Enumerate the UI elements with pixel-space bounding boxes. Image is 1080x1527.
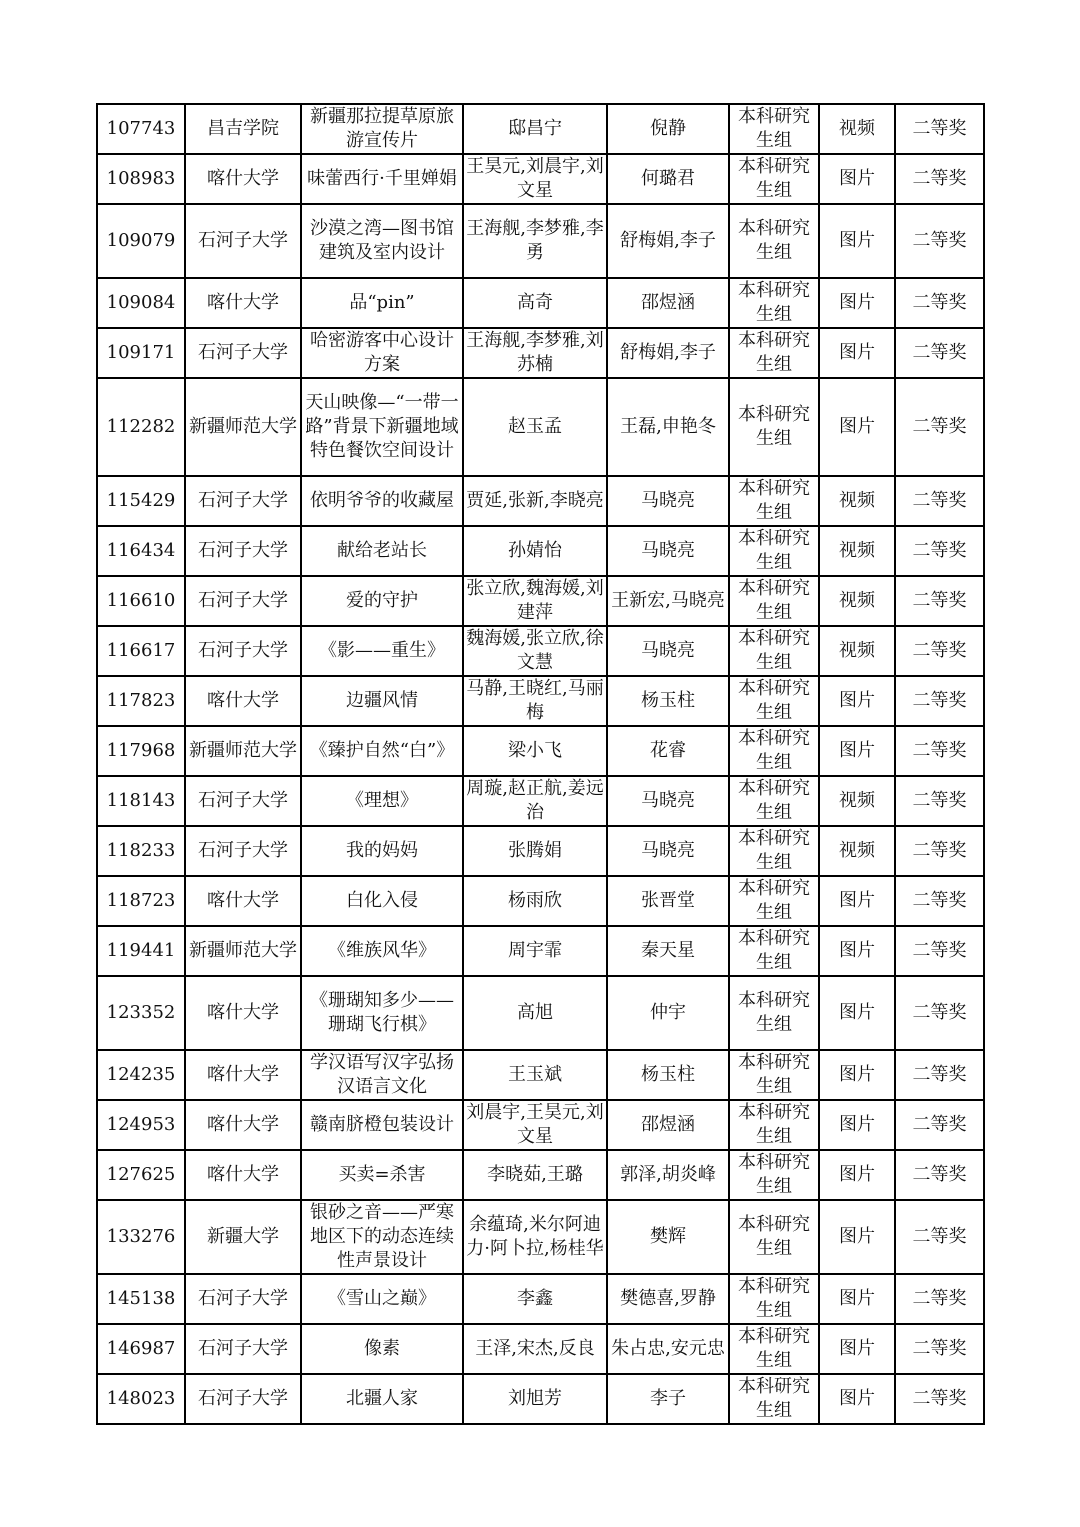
authors-cell: 高奇: [463, 278, 607, 328]
authors-cell: 王昊元,刘晨宇,刘文星: [463, 154, 607, 204]
award-cell: 二等奖: [895, 826, 984, 876]
table-row: [97, 476, 984, 526]
table-row: [97, 1374, 984, 1424]
category-cell: 图片: [819, 1050, 895, 1100]
work-title-cell: 爱的守护: [301, 576, 463, 626]
school-cell: 石河子大学: [185, 476, 301, 526]
table-row: [97, 1324, 984, 1374]
school-cell: 新疆大学: [185, 1200, 301, 1274]
advisors-cell: 李子: [607, 1374, 729, 1424]
table-row: [97, 1274, 984, 1324]
entry-id-cell: 108983: [97, 154, 185, 204]
school-cell: 新疆师范大学: [185, 726, 301, 776]
entry-id-cell: 118143: [97, 776, 185, 826]
category-cell: 视频: [819, 776, 895, 826]
advisors-cell: 王新宏,马晓亮: [607, 576, 729, 626]
award-cell: 二等奖: [895, 876, 984, 926]
table-row: [97, 876, 984, 926]
table-row: [97, 776, 984, 826]
category-cell: 图片: [819, 1274, 895, 1324]
table-row: [97, 154, 984, 204]
authors-cell: 刘旭芳: [463, 1374, 607, 1424]
award-cell: 二等奖: [895, 204, 984, 278]
authors-cell: 孙婧怡: [463, 526, 607, 576]
group-cell: 本科研究生组: [729, 278, 819, 328]
school-cell: 喀什大学: [185, 676, 301, 726]
advisors-cell: 马晓亮: [607, 626, 729, 676]
category-cell: 图片: [819, 1100, 895, 1150]
authors-cell: 周宇霏: [463, 926, 607, 976]
entry-id-cell: 124235: [97, 1050, 185, 1100]
group-cell: 本科研究生组: [729, 576, 819, 626]
group-cell: 本科研究生组: [729, 1200, 819, 1274]
advisors-cell: 仲宇: [607, 976, 729, 1050]
school-cell: 喀什大学: [185, 154, 301, 204]
group-cell: 本科研究生组: [729, 154, 819, 204]
group-cell: 本科研究生组: [729, 204, 819, 278]
entry-id-cell: 145138: [97, 1274, 185, 1324]
award-cell: 二等奖: [895, 1200, 984, 1274]
entry-id-cell: 123352: [97, 976, 185, 1050]
category-cell: 视频: [819, 104, 895, 154]
award-cell: 二等奖: [895, 976, 984, 1050]
advisors-cell: 舒梅娟,李子: [607, 328, 729, 378]
advisors-cell: 杨玉柱: [607, 1050, 729, 1100]
entry-id-cell: 109171: [97, 328, 185, 378]
work-title-cell: 哈密游客中心设计方案: [301, 328, 463, 378]
award-cell: 二等奖: [895, 776, 984, 826]
category-cell: 图片: [819, 1324, 895, 1374]
table-row: [97, 104, 984, 154]
group-cell: 本科研究生组: [729, 1324, 819, 1374]
work-title-cell: 北疆人家: [301, 1374, 463, 1424]
advisors-cell: 何璐君: [607, 154, 729, 204]
advisors-cell: 倪静: [607, 104, 729, 154]
category-cell: 图片: [819, 1374, 895, 1424]
award-cell: 二等奖: [895, 476, 984, 526]
advisors-cell: 朱占忠,安元忠: [607, 1324, 729, 1374]
work-title-cell: 白化入侵: [301, 876, 463, 926]
group-cell: 本科研究生组: [729, 1274, 819, 1324]
work-title-cell: 献给老站长: [301, 526, 463, 576]
authors-cell: 王海舰,李梦雅,刘苏楠: [463, 328, 607, 378]
table-row: [97, 976, 984, 1050]
entry-id-cell: 109084: [97, 278, 185, 328]
work-title-cell: 味蕾西行·千里婵娟: [301, 154, 463, 204]
table-row: [97, 328, 984, 378]
authors-cell: 魏海媛,张立欣,徐文慧: [463, 626, 607, 676]
school-cell: 石河子大学: [185, 1274, 301, 1324]
award-cell: 二等奖: [895, 1150, 984, 1200]
authors-cell: 余蕴琦,米尔阿迪力·阿卜拉,杨桂华: [463, 1200, 607, 1274]
authors-cell: 王玉斌: [463, 1050, 607, 1100]
authors-cell: 赵玉孟: [463, 378, 607, 476]
category-cell: 视频: [819, 526, 895, 576]
award-cell: 二等奖: [895, 278, 984, 328]
award-cell: 二等奖: [895, 526, 984, 576]
group-cell: 本科研究生组: [729, 876, 819, 926]
award-cell: 二等奖: [895, 328, 984, 378]
advisors-cell: 王磊,申艳冬: [607, 378, 729, 476]
work-title-cell: 《臻护自然“白”》: [301, 726, 463, 776]
award-cell: 二等奖: [895, 676, 984, 726]
table-row: [97, 1150, 984, 1200]
table-row: [97, 1100, 984, 1150]
group-cell: 本科研究生组: [729, 776, 819, 826]
authors-cell: 王泽,宋杰,反良: [463, 1324, 607, 1374]
category-cell: 图片: [819, 378, 895, 476]
entry-id-cell: 117968: [97, 726, 185, 776]
award-cell: 二等奖: [895, 626, 984, 676]
group-cell: 本科研究生组: [729, 476, 819, 526]
work-title-cell: 《影——重生》: [301, 626, 463, 676]
work-title-cell: 学汉语写汉字弘扬汉语言文化: [301, 1050, 463, 1100]
work-title-cell: 像素: [301, 1324, 463, 1374]
table-row: [97, 826, 984, 876]
authors-cell: 张立欣,魏海媛,刘建萍: [463, 576, 607, 626]
school-cell: 石河子大学: [185, 626, 301, 676]
award-cell: 二等奖: [895, 726, 984, 776]
award-cell: 二等奖: [895, 1324, 984, 1374]
school-cell: 石河子大学: [185, 776, 301, 826]
school-cell: 昌吉学院: [185, 104, 301, 154]
category-cell: 图片: [819, 278, 895, 328]
entry-id-cell: 148023: [97, 1374, 185, 1424]
authors-cell: 马静,王晓红,马丽梅: [463, 676, 607, 726]
category-cell: 图片: [819, 1150, 895, 1200]
group-cell: 本科研究生组: [729, 1100, 819, 1150]
advisors-cell: 马晓亮: [607, 526, 729, 576]
category-cell: 图片: [819, 926, 895, 976]
authors-cell: 杨雨欣: [463, 876, 607, 926]
school-cell: 喀什大学: [185, 278, 301, 328]
work-title-cell: 《理想》: [301, 776, 463, 826]
awards-table: [96, 103, 985, 1425]
advisors-cell: 邵煜涵: [607, 1100, 729, 1150]
work-title-cell: 沙漠之湾—图书馆建筑及室内设计: [301, 204, 463, 278]
work-title-cell: 我的妈妈: [301, 826, 463, 876]
authors-cell: 周璇,赵正航,姜远治: [463, 776, 607, 826]
table-row: [97, 626, 984, 676]
group-cell: 本科研究生组: [729, 1150, 819, 1200]
group-cell: 本科研究生组: [729, 1050, 819, 1100]
advisors-cell: 杨玉柱: [607, 676, 729, 726]
table-row: [97, 378, 984, 476]
award-cell: 二等奖: [895, 1050, 984, 1100]
authors-cell: 邸昌宁: [463, 104, 607, 154]
category-cell: 图片: [819, 726, 895, 776]
entry-id-cell: 124953: [97, 1100, 185, 1150]
award-cell: 二等奖: [895, 154, 984, 204]
award-cell: 二等奖: [895, 1374, 984, 1424]
category-cell: 图片: [819, 154, 895, 204]
entry-id-cell: 118233: [97, 826, 185, 876]
category-cell: 视频: [819, 626, 895, 676]
school-cell: 喀什大学: [185, 1050, 301, 1100]
school-cell: 石河子大学: [185, 1324, 301, 1374]
award-cell: 二等奖: [895, 104, 984, 154]
advisors-cell: 舒梅娟,李子: [607, 204, 729, 278]
work-title-cell: 依明爷爷的收藏屋: [301, 476, 463, 526]
category-cell: 图片: [819, 204, 895, 278]
authors-cell: 高旭: [463, 976, 607, 1050]
advisors-cell: 马晓亮: [607, 826, 729, 876]
table-row: [97, 1050, 984, 1100]
school-cell: 喀什大学: [185, 876, 301, 926]
award-cell: 二等奖: [895, 576, 984, 626]
authors-cell: 王海舰,李梦雅,李勇: [463, 204, 607, 278]
group-cell: 本科研究生组: [729, 378, 819, 476]
entry-id-cell: 146987: [97, 1324, 185, 1374]
group-cell: 本科研究生组: [729, 826, 819, 876]
school-cell: 石河子大学: [185, 826, 301, 876]
advisors-cell: 张晋堂: [607, 876, 729, 926]
work-title-cell: 品“pin”: [301, 278, 463, 328]
entry-id-cell: 133276: [97, 1200, 185, 1274]
group-cell: 本科研究生组: [729, 626, 819, 676]
table-row: [97, 1200, 984, 1274]
school-cell: 石河子大学: [185, 526, 301, 576]
entry-id-cell: 107743: [97, 104, 185, 154]
advisors-cell: 邵煜涵: [607, 278, 729, 328]
group-cell: 本科研究生组: [729, 676, 819, 726]
school-cell: 喀什大学: [185, 1100, 301, 1150]
advisors-cell: 马晓亮: [607, 476, 729, 526]
school-cell: 石河子大学: [185, 204, 301, 278]
entry-id-cell: 116610: [97, 576, 185, 626]
authors-cell: 李晓茹,王璐: [463, 1150, 607, 1200]
school-cell: 石河子大学: [185, 1374, 301, 1424]
category-cell: 图片: [819, 1200, 895, 1274]
advisors-cell: 秦天星: [607, 926, 729, 976]
group-cell: 本科研究生组: [729, 726, 819, 776]
table-row: [97, 576, 984, 626]
group-cell: 本科研究生组: [729, 104, 819, 154]
authors-cell: 贾延,张新,李晓亮: [463, 476, 607, 526]
category-cell: 视频: [819, 826, 895, 876]
work-title-cell: 买卖=杀害: [301, 1150, 463, 1200]
work-title-cell: 银砂之音——严寒地区下的动态连续性声景设计: [301, 1200, 463, 1274]
table-row: [97, 926, 984, 976]
award-cell: 二等奖: [895, 1100, 984, 1150]
category-cell: 图片: [819, 676, 895, 726]
school-cell: 喀什大学: [185, 976, 301, 1050]
category-cell: 视频: [819, 476, 895, 526]
table-row: [97, 204, 984, 278]
entry-id-cell: 116434: [97, 526, 185, 576]
authors-cell: 李鑫: [463, 1274, 607, 1324]
entry-id-cell: 119441: [97, 926, 185, 976]
category-cell: 视频: [819, 576, 895, 626]
category-cell: 图片: [819, 328, 895, 378]
authors-cell: 张腾娟: [463, 826, 607, 876]
group-cell: 本科研究生组: [729, 526, 819, 576]
school-cell: 石河子大学: [185, 576, 301, 626]
entry-id-cell: 117823: [97, 676, 185, 726]
entry-id-cell: 118723: [97, 876, 185, 926]
work-title-cell: 天山映像—“一带一路”背景下新疆地域特色餐饮空间设计: [301, 378, 463, 476]
award-cell: 二等奖: [895, 926, 984, 976]
entry-id-cell: 109079: [97, 204, 185, 278]
advisors-cell: 马晓亮: [607, 776, 729, 826]
work-title-cell: 《雪山之巅》: [301, 1274, 463, 1324]
table-row: [97, 526, 984, 576]
table-row: [97, 676, 984, 726]
work-title-cell: 赣南脐橙包装设计: [301, 1100, 463, 1150]
group-cell: 本科研究生组: [729, 328, 819, 378]
category-cell: 图片: [819, 876, 895, 926]
table-row: [97, 278, 984, 328]
work-title-cell: 《维族风华》: [301, 926, 463, 976]
entry-id-cell: 116617: [97, 626, 185, 676]
work-title-cell: 边疆风情: [301, 676, 463, 726]
group-cell: 本科研究生组: [729, 1374, 819, 1424]
group-cell: 本科研究生组: [729, 926, 819, 976]
entry-id-cell: 127625: [97, 1150, 185, 1200]
school-cell: 新疆师范大学: [185, 926, 301, 976]
awards-table-body: [97, 104, 984, 1424]
school-cell: 石河子大学: [185, 328, 301, 378]
entry-id-cell: 115429: [97, 476, 185, 526]
award-cell: 二等奖: [895, 1274, 984, 1324]
work-title-cell: 新疆那拉提草原旅游宣传片: [301, 104, 463, 154]
advisors-cell: 樊德喜,罗静: [607, 1274, 729, 1324]
authors-cell: 梁小飞: [463, 726, 607, 776]
category-cell: 图片: [819, 976, 895, 1050]
entry-id-cell: 112282: [97, 378, 185, 476]
table-row: [97, 726, 984, 776]
advisors-cell: 郭泽,胡炎峰: [607, 1150, 729, 1200]
advisors-cell: 樊辉: [607, 1200, 729, 1274]
group-cell: 本科研究生组: [729, 976, 819, 1050]
school-cell: 新疆师范大学: [185, 378, 301, 476]
work-title-cell: 《珊瑚知多少——珊瑚飞行棋》: [301, 976, 463, 1050]
advisors-cell: 花睿: [607, 726, 729, 776]
award-cell: 二等奖: [895, 378, 984, 476]
school-cell: 喀什大学: [185, 1150, 301, 1200]
authors-cell: 刘晨宇,王昊元,刘文星: [463, 1100, 607, 1150]
